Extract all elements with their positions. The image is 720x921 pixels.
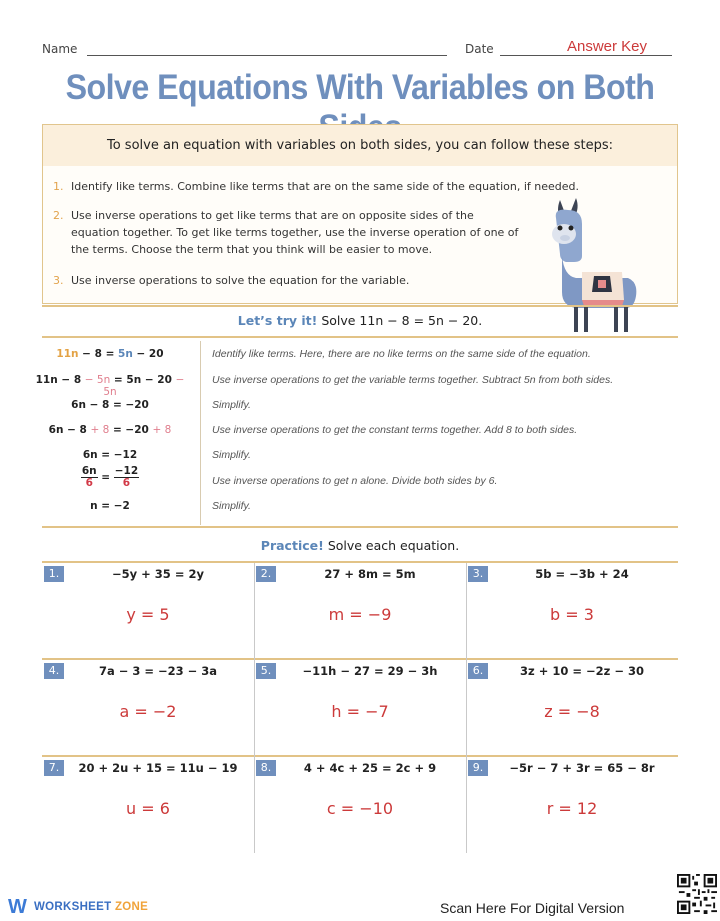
work-term: + 8 xyxy=(152,424,172,436)
step-number: 3. xyxy=(53,274,64,287)
problem-answer[interactable]: y = 5 xyxy=(126,605,170,624)
explanation-3: Simplify. xyxy=(212,399,251,411)
problem-number: 9. xyxy=(468,760,488,776)
work-term: = −20 xyxy=(109,424,153,436)
fraction-denominator: 6 xyxy=(85,477,93,489)
problem-answer[interactable]: b = 3 xyxy=(550,605,594,624)
fraction-right xyxy=(114,466,139,489)
explanation-7: Simplify. xyxy=(212,500,251,512)
problem-2 xyxy=(254,563,466,659)
divider xyxy=(42,305,678,307)
problem-4 xyxy=(42,660,254,756)
work-term: + 8 xyxy=(90,424,110,436)
problem-1 xyxy=(42,563,254,659)
problem-equation: −5r − 7 + 3r = 65 − 8r xyxy=(509,761,655,775)
problem-answer[interactable]: m = −9 xyxy=(328,605,392,624)
step-text-line: the terms. Choose the term that you think will be easier to move. xyxy=(71,243,433,256)
logo-text-accent: ZONE xyxy=(114,901,149,913)
step-text-line: Identify like terms. Combine like terms that are on the same side of the equation, if needed. xyxy=(71,180,580,193)
problem-equation: 4 + 4c + 25 = 2c + 9 xyxy=(303,761,437,775)
work-term: − 5n xyxy=(103,374,185,398)
step-2 xyxy=(53,207,533,258)
work-line-2 xyxy=(30,374,190,398)
problem-equation: 5b = −3b + 24 xyxy=(535,567,629,581)
step-text-line: Use inverse operations to get like terms that are on opposite sides of the xyxy=(71,209,474,222)
name-field[interactable] xyxy=(87,55,447,56)
date-field[interactable] xyxy=(500,55,672,56)
practice-text: Solve each equation. xyxy=(327,538,460,553)
work-line-6 xyxy=(30,466,190,489)
logo-mark-icon: W xyxy=(8,896,27,918)
problem-equation: 27 + 8m = 5m xyxy=(324,567,416,581)
problem-number: 1. xyxy=(44,566,64,582)
steps-heading: To solve an equation with variables on both sides, you can follow these steps: xyxy=(43,125,677,166)
work-line-3: 6n − 8 = −20 xyxy=(71,399,149,411)
qr-code-icon[interactable] xyxy=(677,874,717,914)
work-line-7: n = −2 xyxy=(90,500,130,512)
date-label: Date xyxy=(465,42,494,56)
explanation-2: Use inverse operations to get the variable terms together. Subtract 5n from both sides. xyxy=(212,374,614,386)
work-term: − 8 = xyxy=(78,348,119,360)
work-term: − 20 xyxy=(132,348,164,360)
problem-answer[interactable]: a = −2 xyxy=(119,702,177,721)
work-term: 11n xyxy=(56,348,79,360)
problem-equation: −5y + 35 = 2y xyxy=(112,567,204,581)
practice-heading xyxy=(0,538,720,553)
fraction-denominator: 6 xyxy=(122,477,131,489)
problem-number: 4. xyxy=(44,663,64,679)
explanation-5: Simplify. xyxy=(212,449,251,461)
work-term: 5n xyxy=(118,348,133,360)
step-number: 2. xyxy=(53,209,64,222)
logo-text xyxy=(34,901,148,913)
problem-equation: 3z + 10 = −2z − 30 xyxy=(520,664,644,678)
name-label: Name xyxy=(42,42,78,56)
divider xyxy=(42,336,678,338)
try-it-text: Solve 11n − 8 = 5n − 20. xyxy=(321,313,483,328)
work-line-5: 6n = −12 xyxy=(82,449,138,461)
problem-equation: 20 + 2u + 15 = 11u − 19 xyxy=(78,761,238,775)
problem-answer[interactable]: c = −10 xyxy=(326,799,394,818)
practice-highlight: Practice! xyxy=(260,538,324,553)
problem-answer[interactable]: u = 6 xyxy=(126,799,170,818)
step-text-line: equation together. To get like terms together, use the inverse operation of one of xyxy=(71,226,519,239)
try-it-heading xyxy=(0,313,720,328)
explanation-1: Identify like terms. Here, there are no like terms on the same side of the equation. xyxy=(212,348,591,360)
scan-text: Scan Here For Digital Version xyxy=(440,900,625,916)
step-text-line: Use inverse operations to solve the equation for the variable. xyxy=(71,274,410,287)
work-term: 6n − 8 xyxy=(48,424,91,436)
try-it-highlight: Let’s try it! xyxy=(237,313,318,328)
problem-number: 7. xyxy=(44,760,64,776)
problem-5 xyxy=(254,660,466,756)
fraction-numerator: 6n xyxy=(81,465,97,477)
example-divider xyxy=(200,341,201,525)
problem-number: 3. xyxy=(468,566,488,582)
page-title: Solve Equations With Variables on Both xyxy=(65,68,655,107)
problem-6 xyxy=(466,660,678,756)
work-term: 11n − 8 xyxy=(35,374,85,386)
problem-8 xyxy=(254,757,466,853)
problem-equation: 7a − 3 = −23 − 3a xyxy=(98,664,218,678)
problem-number: 8. xyxy=(256,760,276,776)
problem-7 xyxy=(42,757,254,853)
problem-9 xyxy=(466,757,678,853)
logo-text-main: WORKSHEET xyxy=(34,901,112,913)
problem-answer[interactable]: r = 12 xyxy=(546,799,598,818)
problem-number: 2. xyxy=(256,566,276,582)
work-line-4 xyxy=(30,424,190,436)
problem-answer[interactable]: h = −7 xyxy=(331,702,389,721)
explanation-6: Use inverse operations to get n alone. Divide both sides by 6. xyxy=(212,475,498,487)
answer-key-text: Answer Key xyxy=(566,38,648,55)
problem-equation: −11h − 27 = 29 − 3h xyxy=(302,664,438,678)
step-number: 1. xyxy=(53,180,64,193)
header-row xyxy=(42,40,672,60)
work-term: = 5n − 20 xyxy=(110,374,176,386)
fraction-left xyxy=(81,466,98,489)
divider xyxy=(42,526,678,528)
equals-sign: = xyxy=(101,471,111,484)
problem-number: 5. xyxy=(256,663,276,679)
work-line-1 xyxy=(30,348,190,360)
fraction-numerator: −12 xyxy=(114,465,139,477)
problem-answer[interactable]: z = −8 xyxy=(544,702,600,721)
problem-3 xyxy=(466,563,678,659)
problem-number: 6. xyxy=(468,663,488,679)
work-term: − 5n xyxy=(84,374,111,386)
explanation-4: Use inverse operations to get the constant terms together. Add 8 to both sides. xyxy=(212,424,578,436)
